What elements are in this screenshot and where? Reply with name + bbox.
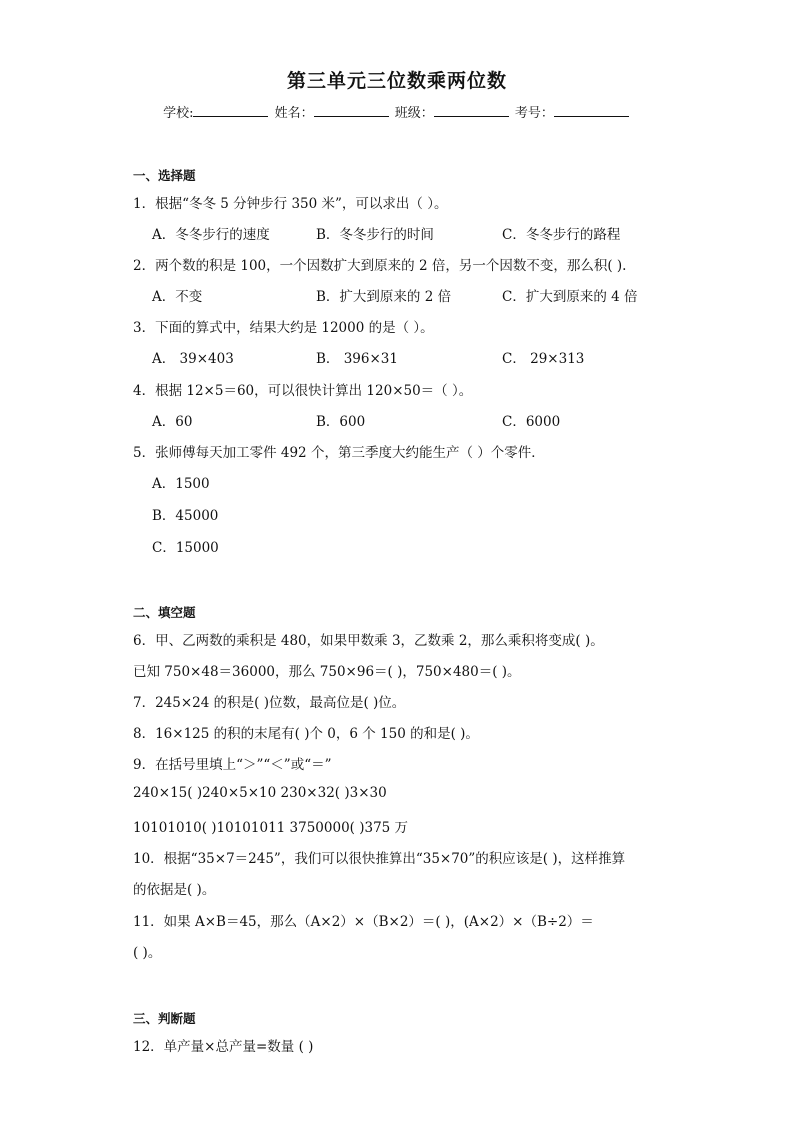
question-1-stem: 1．根据“冬冬 5 分钟步行 350 米”，可以求出（ ）。: [133, 196, 448, 212]
question-11-line-2: ( )。: [133, 945, 162, 961]
question-7-line-1: 7．245×24 的积是( )位数，最高位是( )位。: [133, 695, 406, 711]
question-1-option-a: A．冬冬步行的速度: [152, 227, 270, 243]
name-label: 姓名：: [274, 106, 314, 121]
question-4-stem: 4．根据 12×5＝60，可以很快计算出 120×50＝（ ）。: [133, 383, 473, 399]
exam-number-label: 考号：: [514, 106, 554, 121]
question-8-line-1: 8．16×125 的积的末尾有( )个 0，6 个 150 的和是( )。: [133, 726, 479, 742]
question-3-option-b: B． 396×31: [316, 351, 398, 367]
page-title: 第三单元三位数乘两位数: [286, 70, 507, 92]
school-label: 学校:: [163, 106, 194, 121]
question-4-option-c: C．6000: [502, 414, 561, 430]
class-blank[interactable]: [434, 103, 509, 117]
question-3-stem: 3．下面的算式中，结果大约是 12000 的是（ ）。: [133, 320, 434, 336]
question-2-option-b: B．扩大到原来的 2 倍: [316, 289, 452, 305]
section-choice-title: 一、选择题: [133, 168, 196, 183]
exam-number-blank[interactable]: [554, 103, 629, 117]
question-1-option-c: C．冬冬步行的路程: [502, 227, 621, 243]
student-info-row: [0, 102, 794, 121]
question-5-option-b: B．45000: [152, 508, 219, 524]
question-2-option-c: C．扩大到原来的 4 倍: [502, 289, 638, 305]
question-1-option-b: B．冬冬步行的时间: [316, 227, 434, 243]
question-4-option-b: B．600: [316, 414, 366, 430]
name-blank[interactable]: [314, 103, 389, 117]
question-4-option-a: A．60: [152, 414, 193, 430]
question-2-stem: 2．两个数的积是 100，一个因数扩大到原来的 2 倍，另一个因数不变，那么积( ).: [133, 258, 627, 274]
question-3-option-c: C． 29×313: [502, 351, 585, 367]
question-12-line-1: 12．单产量×总产量=数量 ( ): [133, 1039, 314, 1055]
question-5-option-a: A．1500: [152, 476, 210, 492]
question-5-option-c: C．15000: [152, 540, 219, 556]
section-judge-title: 三、判断题: [133, 1011, 196, 1026]
school-blank[interactable]: [193, 103, 268, 117]
section-fill-title: 二、填空题: [133, 605, 196, 620]
question-3-option-a: A． 39×403: [152, 351, 234, 367]
question-6-line-1: 6．甲、乙两数的乘积是 480，如果甲数乘 3，乙数乘 2，那么乘积将变成( )。: [133, 633, 604, 649]
question-9-line-1: 9．在括号里填上“＞”“＜”或“＝”: [133, 757, 332, 773]
question-2-option-a: A．不变: [152, 289, 203, 305]
question-5-stem: 5．张师傅每天加工零件 492 个，第三季度大约能生产（ ）个零件．: [133, 445, 545, 461]
class-label: 班级：: [394, 106, 434, 121]
question-9-line-3: 10101010( )10101011 3750000( )375 万: [133, 820, 409, 836]
question-6-line-2: 已知 750×48＝36000，那么 750×96＝( )，750×480＝( )。: [133, 664, 521, 680]
question-11-line-1: 11．如果 A×B＝45，那么（A×2）×（B×2）＝( )，(A×2）×（B÷2）＝: [133, 914, 594, 930]
question-10-line-1: 10．根据“35×7＝245”，我们可以很快推算出“35×70”的积应该是( )，这样推算: [133, 851, 626, 867]
question-10-line-2: 的依据是( )。: [133, 882, 216, 898]
question-9-line-2: 240×15( )240×5×10 230×32( )3×30: [133, 785, 387, 801]
